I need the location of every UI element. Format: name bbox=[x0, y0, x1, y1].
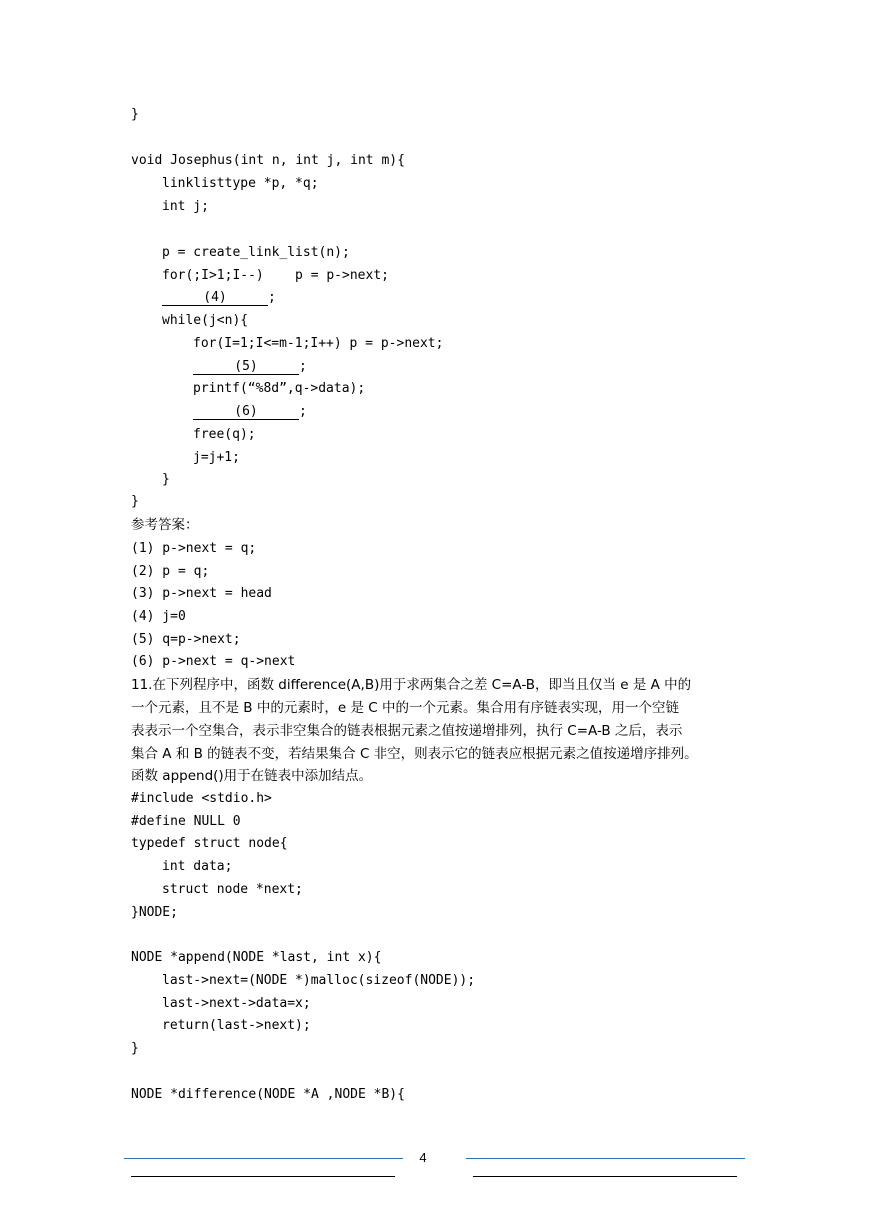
footer-rule-right-lower bbox=[473, 1176, 737, 1177]
code-line: #define NULL 0 bbox=[131, 814, 241, 829]
question-text-line: 一个元素，且不是 B 中的元素时，e 是 C 中的一个元素。集合用有序链表实现，用一个空链 bbox=[131, 700, 679, 716]
code-line: #include <stdio.h> bbox=[131, 791, 272, 806]
code-line: return(last->next); bbox=[162, 1018, 311, 1033]
code-line: last->next->data=x; bbox=[162, 996, 311, 1011]
code-line: struct node *next; bbox=[162, 882, 303, 897]
footer-rule-left-lower bbox=[131, 1176, 395, 1177]
code-line: } bbox=[131, 494, 139, 509]
code-line-with-blank bbox=[162, 289, 276, 307]
blank-6: (6) bbox=[193, 403, 299, 420]
semicolon: ; bbox=[268, 290, 276, 305]
question-text-line: 函数 append()用于在链表中添加结点。 bbox=[131, 768, 373, 784]
code-line-function-signature: NODE *difference(NODE *A ,NODE *B){ bbox=[131, 1087, 405, 1102]
code-line: for(I=1;I<=m-1;I++) p = p->next; bbox=[193, 336, 444, 351]
code-line: linklisttype *p, *q; bbox=[162, 176, 319, 191]
code-line-function-signature: void Josephus(int n, int j, int m){ bbox=[131, 153, 405, 168]
code-line: printf(“%8d”,q->data); bbox=[193, 381, 366, 396]
code-line: p = create_link_list(n); bbox=[162, 245, 350, 260]
answer-item: (4) j=0 bbox=[131, 609, 186, 624]
code-line: while(j<n){ bbox=[162, 313, 249, 328]
answers-title: 参考答案： bbox=[131, 517, 199, 533]
code-line: } bbox=[131, 1041, 139, 1056]
answer-item: (5) q=p->next; bbox=[131, 632, 241, 647]
code-line: } bbox=[131, 107, 139, 122]
footer-rule-left bbox=[124, 1158, 403, 1159]
answer-item: (2) p = q; bbox=[131, 564, 210, 579]
blank-5: (5) bbox=[193, 358, 299, 375]
code-line: }NODE; bbox=[131, 905, 178, 920]
question-text-line: 11.在下列程序中，函数 difference(A,B)用于求两集合之差 C=A-B，即当且仅当 e 是 A 中的 bbox=[131, 677, 692, 693]
blank-4: (4) bbox=[162, 289, 268, 306]
footer-rule-right bbox=[466, 1158, 745, 1159]
question-text-line: 集合 A 和 B 的链表不变，若结果集合 C 非空，则表示它的链表应根据元素之值按递增序排列。 bbox=[131, 746, 698, 762]
code-line-function-signature: NODE *append(NODE *last, int x){ bbox=[131, 950, 382, 965]
page-number: 4 bbox=[419, 1150, 427, 1165]
code-line: free(q); bbox=[193, 427, 256, 442]
code-line: int data; bbox=[162, 859, 233, 874]
answer-item: (6) p->next = q->next bbox=[131, 654, 296, 669]
code-line: for(;I>1;I--) p = p->next; bbox=[162, 268, 389, 283]
code-line-with-blank bbox=[193, 403, 307, 421]
question-text-line: 表表示一个空集合，表示非空集合的链表根据元素之值按递增排列，执行 C=A-B 之后，表示 bbox=[131, 723, 683, 739]
code-line: last->next=(NODE *)malloc(sizeof(NODE)); bbox=[162, 973, 476, 988]
semicolon: ; bbox=[299, 404, 307, 419]
code-line: j=j+1; bbox=[193, 450, 240, 465]
code-line-with-blank bbox=[193, 358, 307, 376]
answer-item: (3) p->next = head bbox=[131, 586, 272, 601]
code-line: int j; bbox=[162, 199, 209, 214]
code-line: } bbox=[162, 472, 170, 487]
code-line: typedef struct node{ bbox=[131, 836, 288, 851]
answer-item: (1) p->next = q; bbox=[131, 541, 257, 556]
semicolon: ; bbox=[299, 359, 307, 374]
